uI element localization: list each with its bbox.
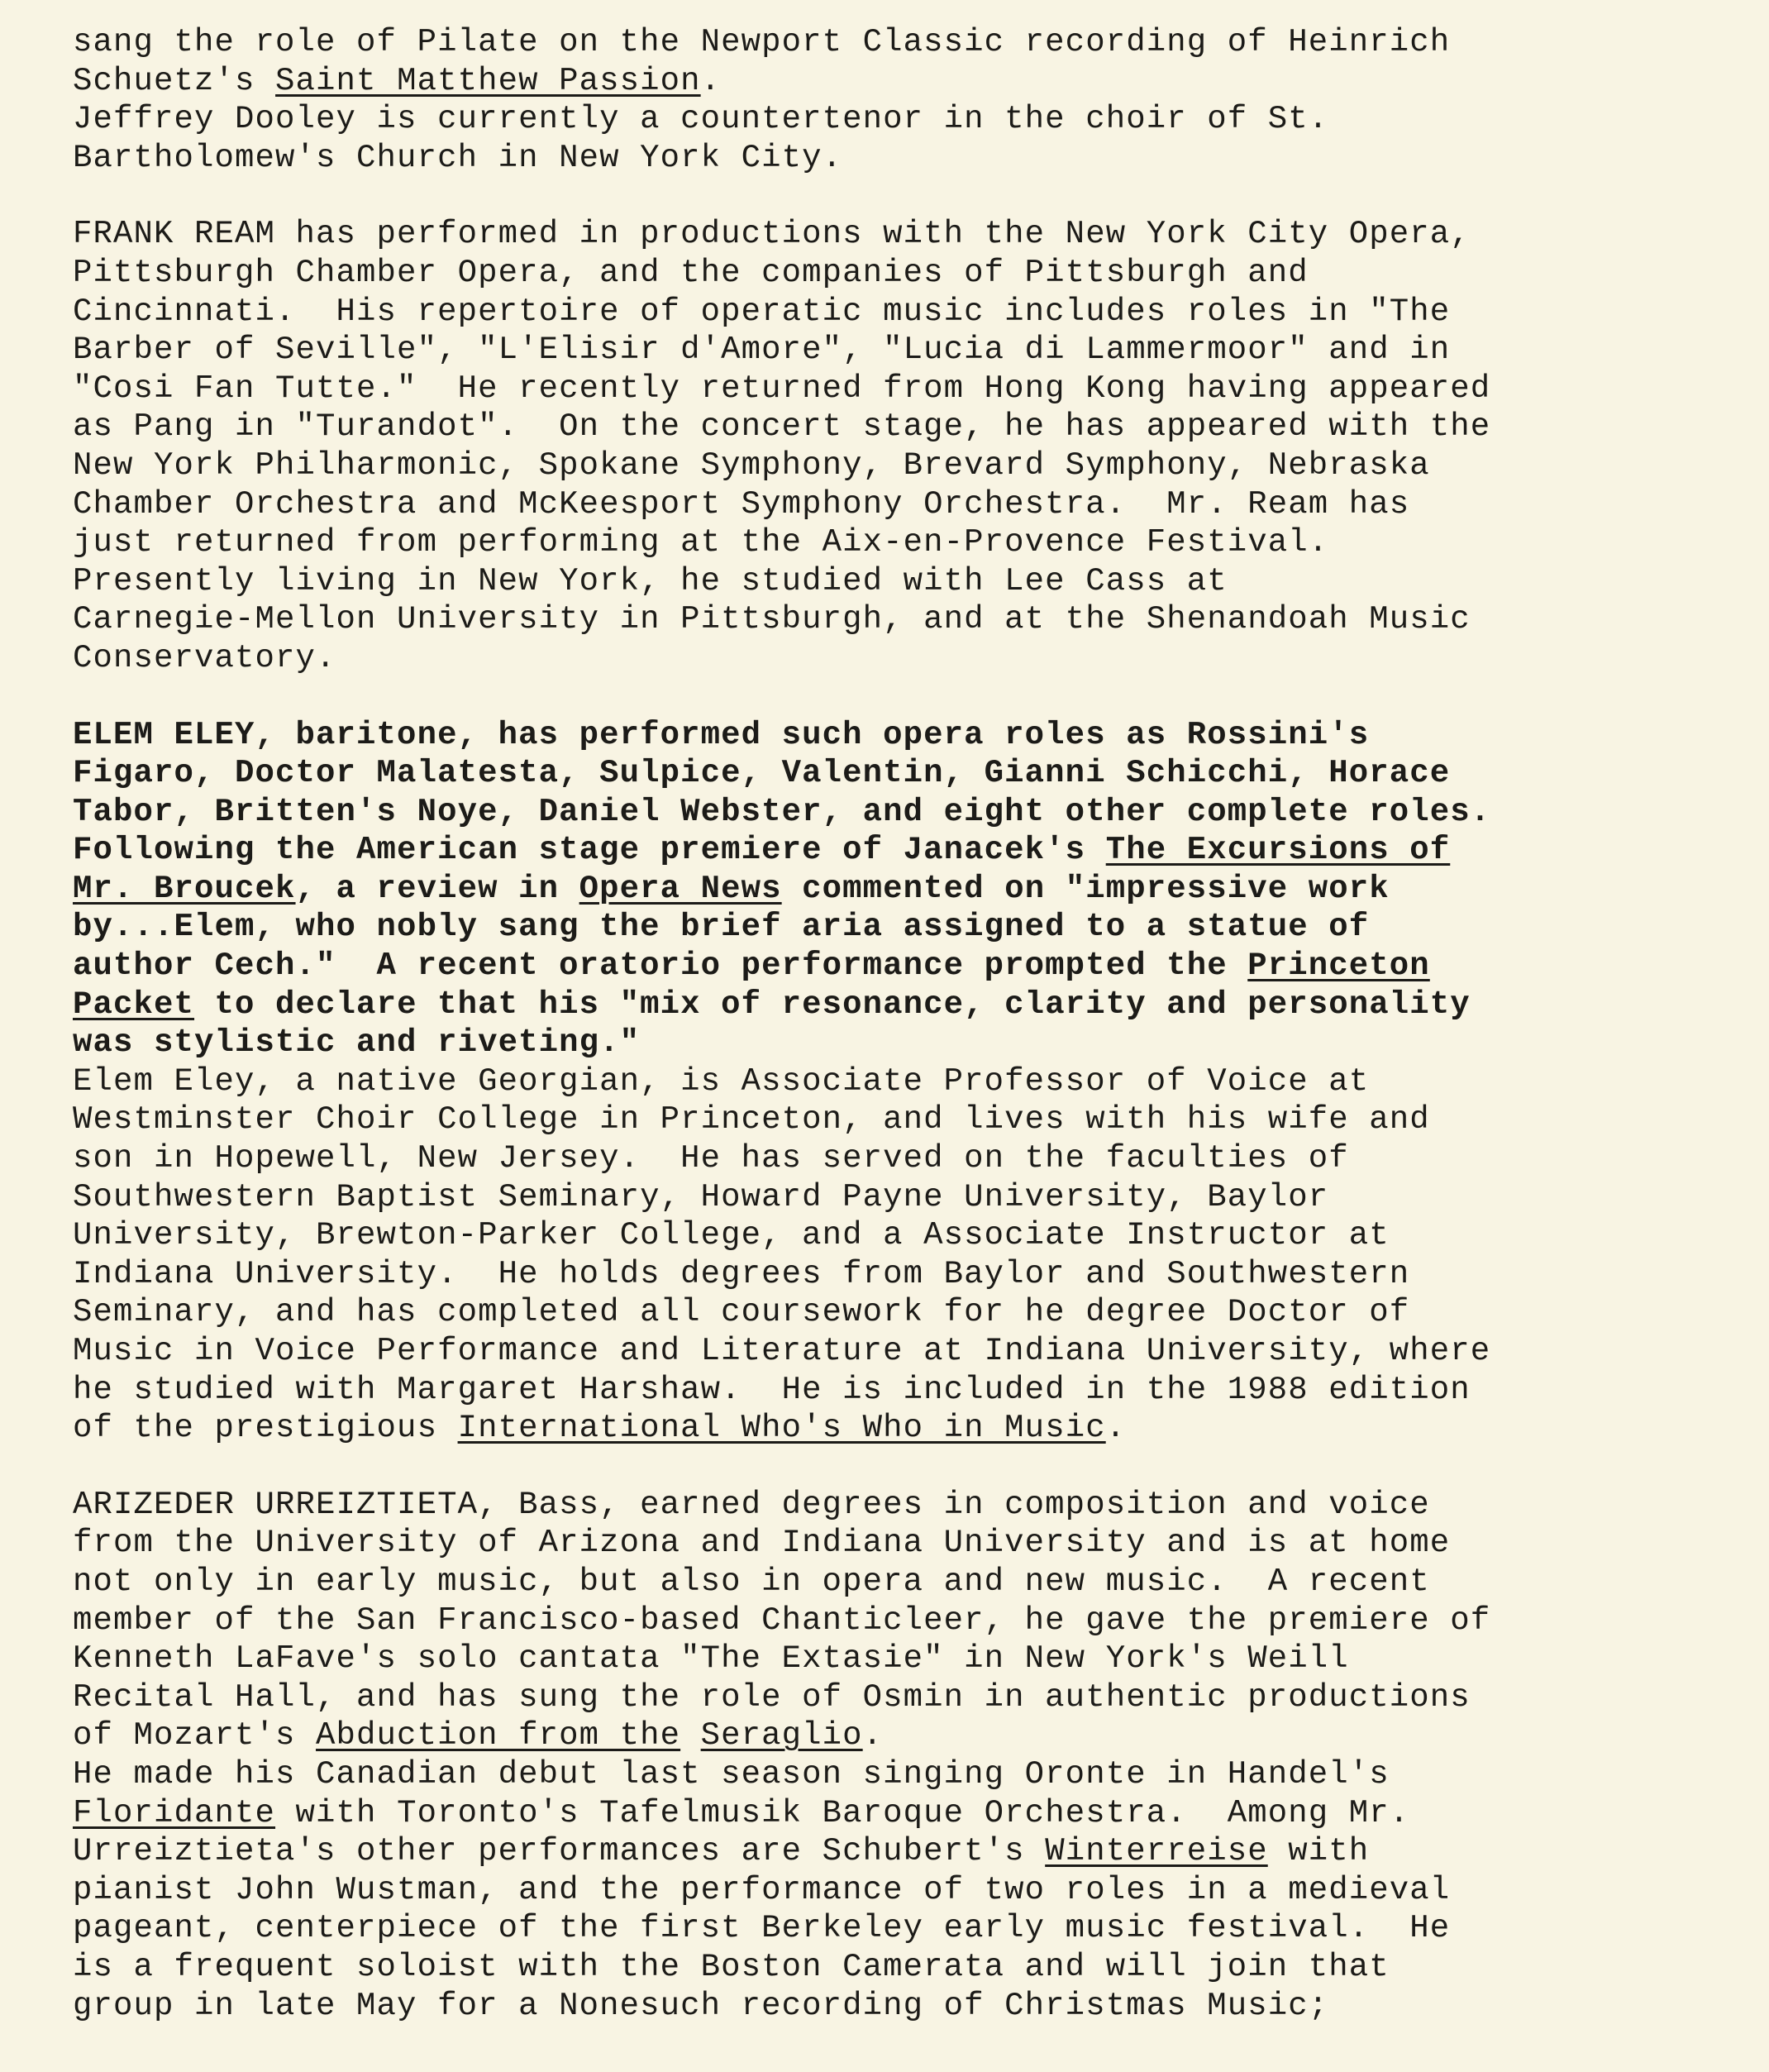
- text-line: New York Philharmonic, Spokane Symphony, Brevard Symphony, Nebraska: [73, 446, 1430, 484]
- text-segment: [680, 1717, 701, 1754]
- text-segment: Urreiztieta's other performances are Schubert's: [73, 1833, 1046, 1870]
- text-segment: .: [1105, 1410, 1127, 1447]
- underlined-title: Abduction from the: [316, 1717, 681, 1755]
- text-line: not only in early music, but also in opera and new music. A recent: [73, 1563, 1430, 1600]
- underlined-title: International Who's Who in Music: [457, 1410, 1106, 1447]
- text-segment: commented on "impressive work: [781, 870, 1390, 907]
- text-line: Pittsburgh Chamber Opera, and the companies of Pittsburgh and: [73, 254, 1309, 291]
- text-line: Carnegie-Mellon University in Pittsburgh, and at the Shenandoah Music: [73, 601, 1471, 638]
- paragraph-dooley-end: [73, 23, 1734, 177]
- text-line: Seminary, and has completed all coursework for he degree Doctor of: [73, 1294, 1410, 1331]
- underlined-title: The Excursions of: [1105, 832, 1451, 869]
- text-line: from the University of Arizona and Indiana University and is at home: [73, 1525, 1451, 1562]
- text-line: as Pang in "Turandot". On the concert stage, he has appeared with the: [73, 408, 1491, 446]
- text-line: Recital Hall, and has sung the role of Osmin in authentic productions: [73, 1678, 1471, 1716]
- text-line: Figaro, Doctor Malatesta, Sulpice, Valentin, Gianni Schicchi, Horace: [73, 755, 1451, 792]
- text-line: Presently living in New York, he studied with Lee Cass at: [73, 562, 1228, 599]
- text-line: Conservatory.: [73, 639, 336, 676]
- text-line: Cincinnati. His repertoire of operatic music includes roles in "The: [73, 293, 1451, 330]
- paragraph-urreiztieta-intro: [73, 1486, 1734, 1755]
- paragraph-urreiztieta-career: [73, 1755, 1734, 2025]
- text-line: [73, 831, 1734, 870]
- text-line: group in late May for a Nonesuch recording of Christmas Music;: [73, 1987, 1329, 2024]
- underlined-title: Winterreise: [1045, 1833, 1268, 1870]
- text-segment: with Toronto's Tafelmusik Baroque Orchestra. Among Mr.: [275, 1794, 1410, 1831]
- text-line: He made his Canadian debut last season singing Oronte in Handel's: [73, 1755, 1390, 1793]
- text-line: sang the role of Pilate on the Newport Classic recording of Heinrich: [73, 24, 1451, 60]
- underlined-title: Floridante: [73, 1794, 276, 1831]
- text-line: Chamber Orchestra and McKeesport Symphony Orchestra. Mr. Ream has: [73, 485, 1410, 523]
- text-line: Westminster Choir College in Princeton, and lives with his wife and: [73, 1101, 1430, 1139]
- paragraph-frank-ream: [73, 215, 1734, 677]
- text-line: pianist John Wustman, and the performance of two roles in a medieval: [73, 1871, 1451, 1908]
- text-line: was stylistic and riveting.": [73, 1024, 641, 1062]
- underlined-title: Saint Matthew Passion: [275, 62, 701, 99]
- text-segment: of the prestigious: [73, 1410, 458, 1447]
- text-line: Indiana University. He holds degrees from Baylor and Southwestern: [73, 1255, 1410, 1292]
- text-line: [73, 1409, 1734, 1448]
- text-segment: to declare that his "mix of resonance, clarity and personality: [194, 986, 1471, 1023]
- text-line: University, Brewton-Parker College, and a Associate Instructor at: [73, 1217, 1390, 1254]
- text-line: Southwestern Baptist Seminary, Howard Payne University, Baylor: [73, 1178, 1329, 1215]
- text-line: son in Hopewell, New Jersey. He has served on the faculties of: [73, 1140, 1349, 1177]
- text-line: pageant, centerpiece of the first Berkeley early music festival. He: [73, 1910, 1451, 1947]
- underlined-title: Packet: [73, 986, 195, 1023]
- text-segment: with: [1267, 1833, 1370, 1870]
- text-line: he studied with Margaret Harshaw. He is included in the 1988 edition: [73, 1371, 1471, 1408]
- text-segment: .: [862, 1717, 884, 1755]
- text-line: Jeffrey Dooley is currently a countertenor in the choir of St.: [73, 101, 1329, 138]
- text-segment: Schuetz's: [73, 62, 276, 99]
- paragraph-elem-eley-bio: [73, 1062, 1734, 1448]
- underlined-title: Mr. Broucek: [73, 870, 296, 907]
- text-line: [73, 986, 1734, 1024]
- text-line: Music in Voice Performance and Literature at Indiana University, where: [73, 1333, 1491, 1369]
- paragraph-elem-eley-roles: [73, 716, 1734, 1062]
- document-page: [73, 23, 1734, 2025]
- text-line: [73, 1794, 1734, 1833]
- text-line: Kenneth LaFave's solo cantata "The Extasie" in New York's Weill: [73, 1640, 1349, 1678]
- text-line: Elem Eley, a native Georgian, is Associate Professor of Voice at: [73, 1062, 1370, 1100]
- text-line: ARIZEDER URREIZTIETA, Bass, earned degrees in composition and voice: [73, 1486, 1430, 1523]
- text-segment: , a review in: [295, 870, 579, 907]
- text-line: [73, 1832, 1734, 1871]
- text-line: "Cosi Fan Tutte." He recently returned from Hong Kong having appeared: [73, 370, 1491, 407]
- text-line: ELEM ELEY, baritone, has performed such opera roles as Rossini's: [73, 716, 1370, 753]
- text-line: FRANK REAM has performed in productions with the New York City Opera,: [73, 216, 1471, 253]
- text-segment: of Mozart's: [73, 1717, 317, 1755]
- underlined-title: Seraglio: [700, 1717, 863, 1755]
- text-line: is a frequent soloist with the Boston Camerata and will join that: [73, 1948, 1390, 1985]
- underlined-title: Opera News: [579, 870, 782, 907]
- text-line: Barber of Seville", "L'Elisir d'Amore", "Lucia di Lammermoor" and in: [73, 332, 1451, 369]
- text-line: [73, 947, 1734, 986]
- text-line: [73, 870, 1734, 909]
- underlined-title: Princeton: [1247, 948, 1430, 985]
- text-line: Bartholomew's Church in New York City.: [73, 139, 843, 176]
- text-segment: author Cech." A recent oratorio performance prompted the: [73, 948, 1248, 985]
- text-line: by...Elem, who nobly sang the brief aria assigned to a statue of: [73, 909, 1370, 946]
- text-line: [73, 1716, 1734, 1755]
- text-line: Tabor, Britten's Noye, Daniel Webster, and eight other complete roles.: [73, 793, 1491, 830]
- text-line: member of the San Francisco-based Chanticleer, he gave the premiere of: [73, 1602, 1491, 1639]
- text-line: just returned from performing at the Aix-en-Provence Festival.: [73, 524, 1329, 561]
- text-line: [73, 62, 1734, 101]
- text-segment: .: [700, 62, 722, 99]
- text-segment: Following the American stage premiere of Janacek's: [73, 832, 1106, 869]
